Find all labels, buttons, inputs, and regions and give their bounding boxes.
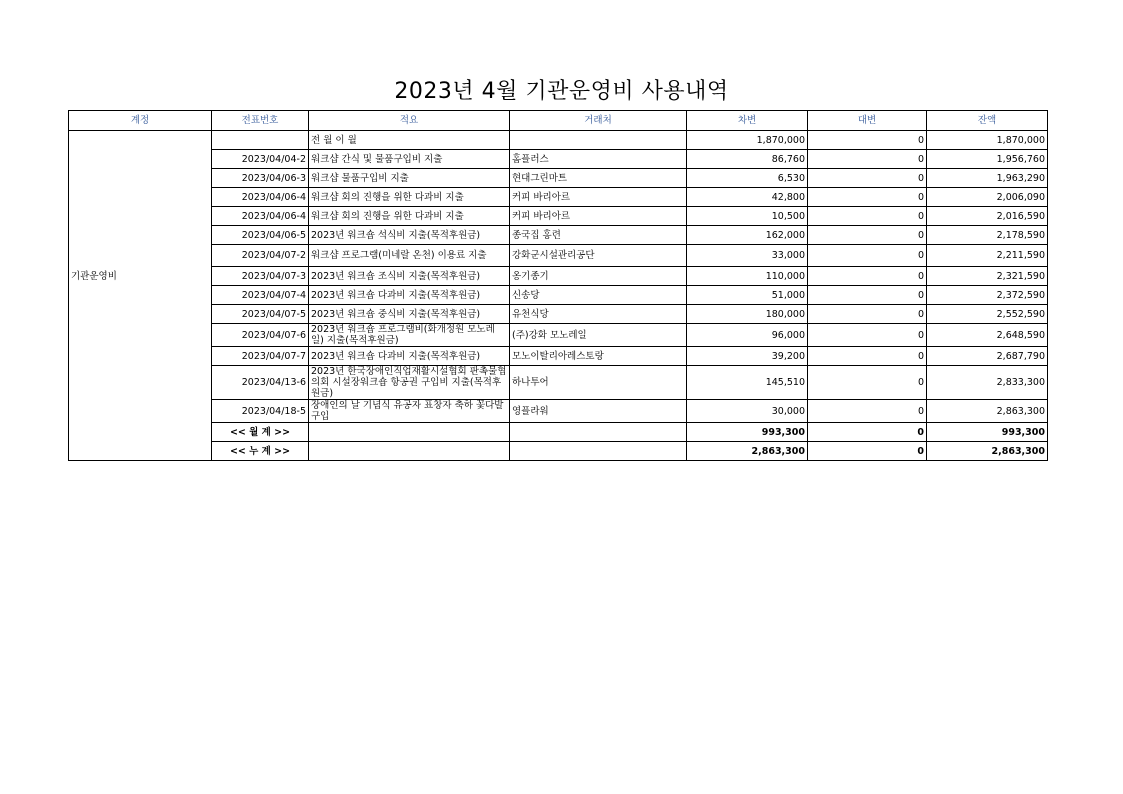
vendor-cell: 하나투어 [510, 366, 687, 400]
header-credit: 대변 [808, 111, 927, 131]
account-cell [69, 188, 212, 207]
debit-cell: 86,760 [687, 150, 808, 169]
vendor-cell: 홈플러스 [510, 150, 687, 169]
debit-cell: 30,000 [687, 400, 808, 423]
header-account: 계정 [69, 111, 212, 131]
account-cell [69, 286, 212, 305]
account-cell [69, 347, 212, 366]
voucher-cell: 2023/04/13-6 [212, 366, 309, 400]
credit-cell: 0 [808, 169, 927, 188]
description-cell: 2023년 워크숍 다과비 지출(목적후원금) [309, 347, 510, 366]
account-cell [69, 423, 212, 442]
vendor-cell: 영플라워 [510, 400, 687, 423]
table-row [69, 245, 1048, 267]
account-cell [69, 442, 212, 461]
balance-cell: 2,833,300 [927, 366, 1048, 400]
cumulative-total-label: << 누 계 >> [212, 442, 309, 461]
table-row [69, 267, 1048, 286]
debit-cell: 6,530 [687, 169, 808, 188]
balance-cell: 2,211,590 [927, 245, 1048, 267]
credit-cell: 0 [808, 324, 927, 347]
account-cell [69, 226, 212, 245]
credit-cell: 0 [808, 131, 927, 150]
monthly-debit: 993,300 [687, 423, 808, 442]
balance-cell: 1,956,760 [927, 150, 1048, 169]
account-cell [69, 245, 212, 267]
cumulative-credit: 0 [808, 442, 927, 461]
description-cell: 2023년 워크숍 프로그램비(화개정원 모노레일) 지출(목적후원금) [309, 324, 510, 347]
vendor-cell: 종국집 홍련 [510, 226, 687, 245]
table-row [69, 226, 1048, 245]
vendor-cell: 신송당 [510, 286, 687, 305]
header-description: 적요 [309, 111, 510, 131]
credit-cell: 0 [808, 267, 927, 286]
debit-cell: 180,000 [687, 305, 808, 324]
vendor-cell: 강화군시설관리공단 [510, 245, 687, 267]
description-cell: 2023년 워크숍 중식비 지출(목적후원금) [309, 305, 510, 324]
vendor-cell: 현대그린마트 [510, 169, 687, 188]
monthly-total-row [69, 423, 1048, 442]
voucher-cell: 2023/04/07-5 [212, 305, 309, 324]
description-cell: 2023년 워크숍 석식비 지출(목적후원금) [309, 226, 510, 245]
description-cell: 워크샵 프로그램(미네랄 온천) 이용료 지출 [309, 245, 510, 267]
account-cell [69, 324, 212, 347]
vendor-cell: 모노이탈리아레스토랑 [510, 347, 687, 366]
voucher-cell: 2023/04/06-5 [212, 226, 309, 245]
debit-cell: 1,870,000 [687, 131, 808, 150]
balance-cell: 2,687,790 [927, 347, 1048, 366]
description-cell: 워크샵 물품구입비 지출 [309, 169, 510, 188]
description-cell: 워크샵 회의 진행을 위한 다과비 지출 [309, 207, 510, 226]
credit-cell: 0 [808, 400, 927, 423]
description-cell: 워크샵 회의 진행을 위한 다과비 지출 [309, 188, 510, 207]
description-cell: 워크샵 간식 및 물품구입비 지출 [309, 150, 510, 169]
debit-cell: 96,000 [687, 324, 808, 347]
vendor-cell: (주)강화 모노레일 [510, 324, 687, 347]
credit-cell: 0 [808, 347, 927, 366]
page-title: 2023년 4월 기관운영비 사용내역 [394, 79, 729, 104]
account-cell [69, 169, 212, 188]
table-row [69, 150, 1048, 169]
table-row [69, 366, 1048, 400]
credit-cell: 0 [808, 366, 927, 400]
voucher-cell: 2023/04/07-6 [212, 324, 309, 347]
description-cell [309, 423, 510, 442]
cumulative-total-row [69, 442, 1048, 461]
description-cell: 2023년 한국장애인직업재활시설협회 판촉물협의회 시설장워크숍 항공권 구입비 지출(목적후원금) [309, 366, 510, 400]
table-row [69, 286, 1048, 305]
description-cell [309, 442, 510, 461]
balance-cell: 2,016,590 [927, 207, 1048, 226]
balance-cell: 2,178,590 [927, 226, 1048, 245]
balance-cell: 2,648,590 [927, 324, 1048, 347]
debit-cell: 162,000 [687, 226, 808, 245]
debit-cell: 110,000 [687, 267, 808, 286]
account-cell [69, 305, 212, 324]
description-cell: 장애인의 날 기념식 유공자 표창자 축하 꽃다발 구입 [309, 400, 510, 423]
voucher-cell: 2023/04/07-7 [212, 347, 309, 366]
credit-cell: 0 [808, 188, 927, 207]
table-row [69, 400, 1048, 423]
ledger-table [68, 110, 1048, 461]
header-vendor: 거래처 [510, 111, 687, 131]
voucher-cell: 2023/04/06-4 [212, 188, 309, 207]
debit-cell: 39,200 [687, 347, 808, 366]
table-row [69, 131, 1048, 150]
table-row [69, 347, 1048, 366]
vendor-cell: 커피 바리아르 [510, 207, 687, 226]
table-row [69, 169, 1048, 188]
header-voucher: 전표번호 [212, 111, 309, 131]
header-row [69, 111, 1048, 131]
description-cell: 2023년 워크숍 조식비 지출(목적후원금) [309, 267, 510, 286]
balance-cell: 2,552,590 [927, 305, 1048, 324]
monthly-total-label: << 월 계 >> [212, 423, 309, 442]
voucher-cell: 2023/04/06-4 [212, 207, 309, 226]
debit-cell: 51,000 [687, 286, 808, 305]
description-cell: 전 월 이 월 [309, 131, 510, 150]
vendor-cell [510, 423, 687, 442]
vendor-cell: 유천식당 [510, 305, 687, 324]
debit-cell: 42,800 [687, 188, 808, 207]
header-debit: 차변 [687, 111, 808, 131]
cumulative-debit: 2,863,300 [687, 442, 808, 461]
balance-cell: 2,372,590 [927, 286, 1048, 305]
cumulative-balance: 2,863,300 [927, 442, 1048, 461]
balance-cell: 2,006,090 [927, 188, 1048, 207]
voucher-cell: 2023/04/18-5 [212, 400, 309, 423]
credit-cell: 0 [808, 305, 927, 324]
voucher-cell: 2023/04/06-3 [212, 169, 309, 188]
debit-cell: 145,510 [687, 366, 808, 400]
balance-cell: 1,963,290 [927, 169, 1048, 188]
credit-cell: 0 [808, 207, 927, 226]
account-cell [69, 207, 212, 226]
balance-cell: 1,870,000 [927, 131, 1048, 150]
voucher-cell [212, 131, 309, 150]
account-cell [69, 150, 212, 169]
debit-cell: 33,000 [687, 245, 808, 267]
table-row [69, 207, 1048, 226]
header-balance: 잔액 [927, 111, 1048, 131]
monthly-credit: 0 [808, 423, 927, 442]
description-cell: 2023년 워크숍 다과비 지출(목적후원금) [309, 286, 510, 305]
voucher-cell: 2023/04/07-4 [212, 286, 309, 305]
credit-cell: 0 [808, 245, 927, 267]
table-row [69, 188, 1048, 207]
debit-cell: 10,500 [687, 207, 808, 226]
account-cell [69, 400, 212, 423]
vendor-cell [510, 442, 687, 461]
balance-cell: 2,863,300 [927, 400, 1048, 423]
table-row [69, 324, 1048, 347]
voucher-cell: 2023/04/07-2 [212, 245, 309, 267]
voucher-cell: 2023/04/07-3 [212, 267, 309, 286]
account-cell [69, 366, 212, 400]
vendor-cell [510, 131, 687, 150]
monthly-balance: 993,300 [927, 423, 1048, 442]
credit-cell: 0 [808, 150, 927, 169]
credit-cell: 0 [808, 286, 927, 305]
balance-cell: 2,321,590 [927, 267, 1048, 286]
account-name: 기관운영비 [69, 267, 212, 286]
table-row [69, 305, 1048, 324]
account-cell [69, 131, 212, 150]
vendor-cell: 옹기종기 [510, 267, 687, 286]
voucher-cell: 2023/04/04-2 [212, 150, 309, 169]
credit-cell: 0 [808, 226, 927, 245]
vendor-cell: 커피 바리아르 [510, 188, 687, 207]
